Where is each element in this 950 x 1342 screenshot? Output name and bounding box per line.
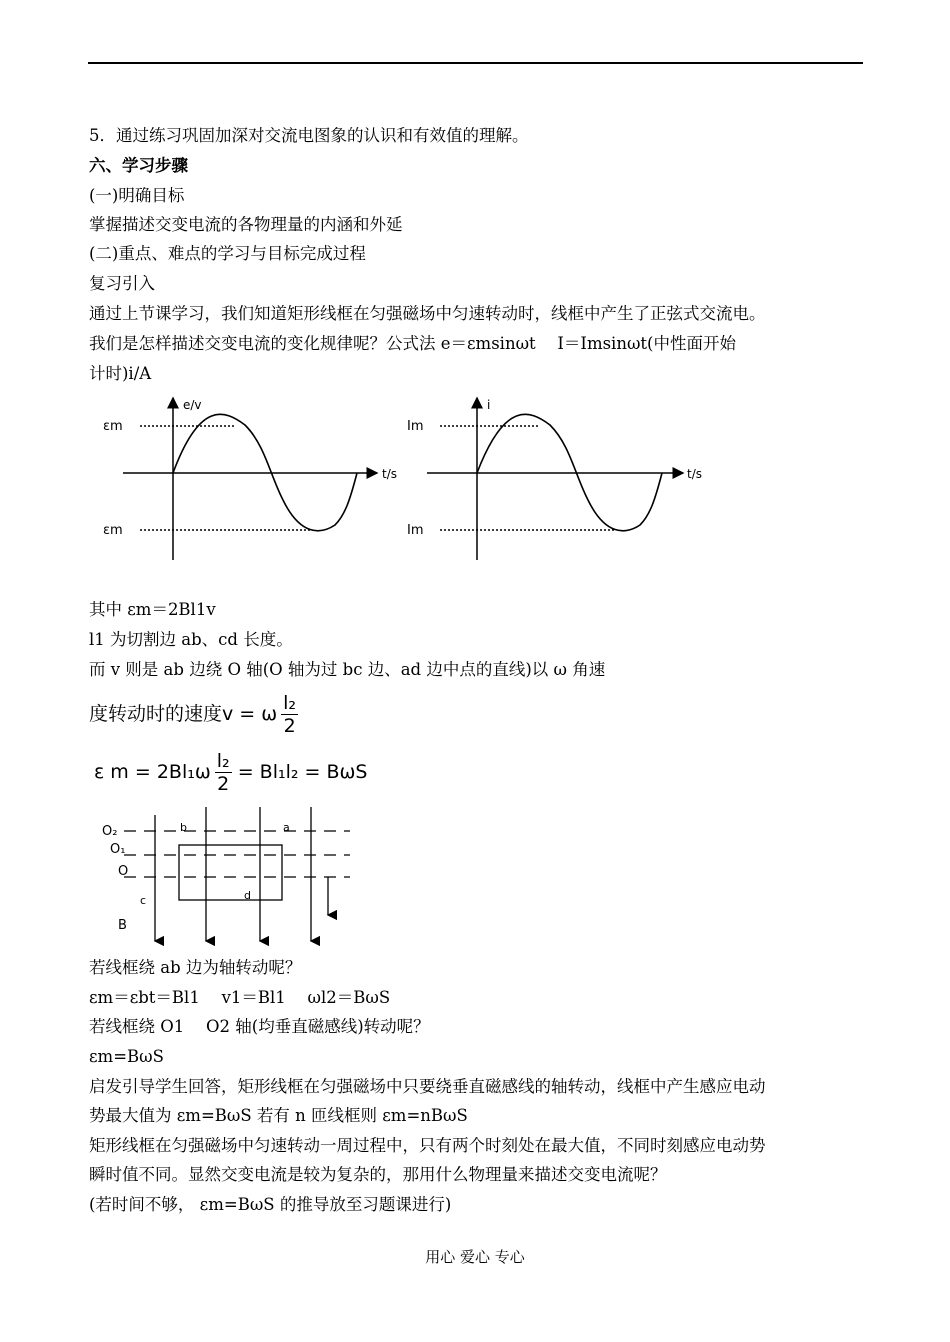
formula-text: 度转动时的速度v = ω — [89, 703, 278, 725]
fraction-denominator: 2 — [283, 715, 296, 737]
paragraph-line: l1 为切割边 ab、cd 长度。 — [89, 630, 293, 649]
side-a-label: a — [283, 821, 290, 834]
paragraph-line: εm＝εbt＝Bl1 v1＝Bl1 ωl2＝BωS — [89, 988, 391, 1007]
fraction-numerator: l₂ — [216, 750, 230, 772]
side-d-label: d — [244, 889, 251, 902]
fraction-numerator: l₂ — [283, 692, 297, 714]
paragraph-line: 启发引导学生回答，矩形线框在匀强磁场中只要绕垂直磁感线的轴转动，线框中产生感应电动 — [89, 1077, 766, 1096]
fraction-denominator: 2 — [217, 773, 230, 795]
waveform-graphs — [95, 390, 735, 570]
paragraph-line: 若线框绕 ab 边为轴转动呢？ — [89, 958, 302, 977]
emf-trough-label: εm — [103, 523, 123, 538]
velocity-formula — [89, 692, 298, 737]
paragraph-line: 我们是怎样描述交变电流的变化规律呢？公式法 e＝εmsinωt I＝Imsinωt(中性面开始 — [89, 334, 736, 353]
paragraph-line: 若线框绕 O1 O2 轴(均垂直磁感线)转动呢？ — [89, 1017, 430, 1036]
field-b-label: B — [118, 918, 127, 933]
paragraph-line: 通过上节课学习，我们知道矩形线框在匀强磁场中匀速转动时，线框中产生了正弦式交流电。 — [89, 304, 766, 323]
formula-text: = Bl₁l₂ = BωS — [237, 761, 368, 783]
emf-axis-label: e/v — [183, 398, 202, 412]
current-axis-label: i — [487, 398, 491, 412]
current-graph — [407, 398, 702, 560]
paragraph-line: (若时间不够， εm=BωS 的推导放至习题课进行) — [89, 1195, 452, 1214]
subheading-goal: (一)明确目标 — [89, 186, 185, 205]
paragraph-line: εm=BωS — [89, 1047, 164, 1066]
emf-graph — [103, 398, 397, 560]
objective-5: 5．通过练习巩固加深对交流电图象的认识和有效值的理解。 — [89, 126, 529, 145]
paragraph-line: 矩形线框在匀强磁场中匀速转动一周过程中，只有两个时刻处在最大值，不同时刻感应电动势 — [89, 1136, 766, 1155]
coil-field-diagram — [100, 805, 360, 950]
side-b-label: b — [180, 821, 187, 834]
paragraph-line: 而 v 则是 ab 边绕 O 轴(O 轴为过 bc 边、ad 边中点的直线)以 ω 角速 — [89, 660, 606, 679]
current-peak-label: Im — [407, 419, 424, 434]
formula-text: ε m = 2Bl₁ω — [94, 761, 211, 783]
subheading-process: (二)重点、难点的学习与目标完成过程 — [89, 244, 366, 263]
paragraph-line: 其中 εm＝2Bl1v — [89, 600, 216, 619]
page-footer: 用心 爱心 专心 — [425, 1248, 525, 1266]
emf-max-formula — [94, 750, 368, 795]
axis-o1-label: O₁ — [110, 842, 126, 857]
time-axis-label: t/s — [687, 467, 702, 481]
time-axis-label: t/s — [382, 467, 397, 481]
axis-o-label: O — [118, 864, 129, 879]
section-heading: 六、学习步骤 — [89, 156, 188, 175]
current-trough-label: Im — [407, 523, 424, 538]
review-intro: 复习引入 — [89, 274, 155, 293]
paragraph-line: 势最大值为 εm=BωS 若有 n 匝线框则 εm=nBωS — [89, 1106, 468, 1125]
emf-peak-label: εm — [103, 419, 123, 434]
axis-o2-label: O₂ — [102, 824, 118, 839]
paragraph-line: 计时)i/A — [89, 364, 152, 383]
header-rule — [88, 62, 863, 64]
goal-text: 掌握描述交变电流的各物理量的内涵和外延 — [89, 215, 403, 234]
paragraph-line: 瞬时值不同。显然交变电流是较为复杂的，那用什么物理量来描述交变电流呢？ — [89, 1165, 667, 1184]
side-c-label: c — [140, 894, 147, 907]
